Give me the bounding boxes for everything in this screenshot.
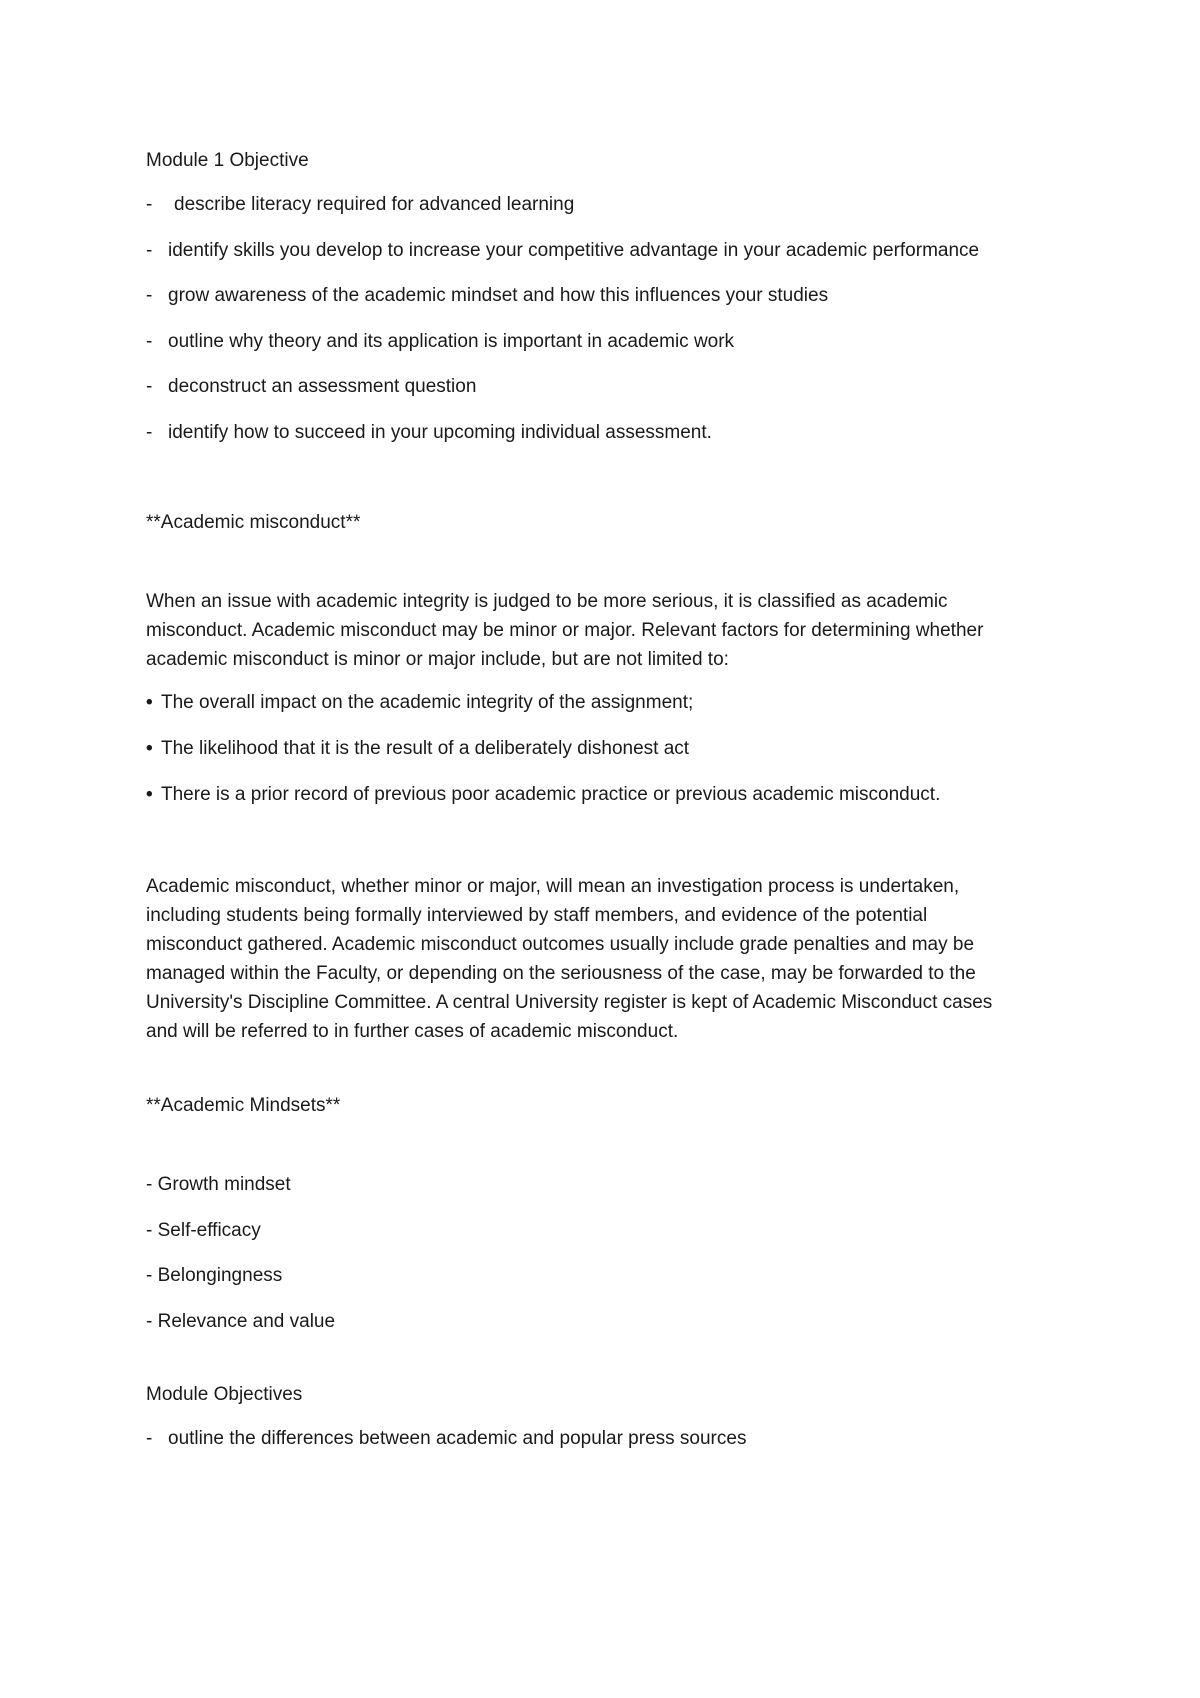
- dash-marker: -: [146, 194, 153, 215]
- list-item: [146, 281, 1076, 310]
- mindsets-heading: **Academic Mindsets**: [146, 1095, 341, 1116]
- bullet-item: [146, 688, 1076, 717]
- paragraph-line: misconduct. Academic misconduct may be minor or major. Relevant factors for determining whether: [146, 620, 984, 641]
- spacer: [146, 537, 1076, 587]
- module1-item-text: outline why theory and its application is important in academic work: [168, 330, 735, 352]
- module-objectives-item-text: outline the differences between academic and popular press sources: [168, 1428, 747, 1449]
- dash-marker: -: [146, 376, 153, 397]
- spacer: [146, 826, 1076, 872]
- bullet-marker: •: [146, 692, 153, 713]
- bullet-marker: •: [146, 738, 153, 759]
- spacer: [146, 1120, 1076, 1170]
- dash-marker: -: [146, 330, 153, 352]
- bullet-item: [146, 734, 1076, 763]
- mindset-item: - Growth mindset: [146, 1174, 291, 1195]
- mindset-item: - Relevance and value: [146, 1310, 336, 1332]
- document-content: [146, 146, 1076, 1470]
- list-item: [146, 190, 1076, 219]
- module1-item-text: deconstruct an assessment question: [168, 376, 477, 397]
- misconduct-heading: **Academic misconduct**: [146, 512, 361, 533]
- mindset-item: - Self-efficacy: [146, 1219, 261, 1241]
- module1-title: Module 1 Objective: [146, 150, 309, 171]
- paragraph-line: misconduct gathered. Academic misconduct outcomes usually include grade penalties and may be: [146, 934, 975, 955]
- module1-item-text: describe literacy required for advanced learning: [174, 194, 575, 215]
- dash-marker: -: [146, 1428, 153, 1449]
- mindset-item: - Belongingness: [146, 1265, 283, 1286]
- spacer: [146, 1046, 1076, 1091]
- misconduct-intro-paragraph: [146, 587, 1076, 674]
- dash-marker: -: [146, 285, 153, 306]
- paragraph-line: including students being formally interviewed by staff members, and evidence of the potential: [146, 905, 928, 926]
- paragraph-line: University's Discipline Committee. A central University register is kept of Academic Misconduct cases: [146, 992, 993, 1013]
- paragraph-line: managed within the Faculty, or depending on the seriousness of the case, may be forwarded to the: [146, 963, 976, 984]
- list-item: [146, 1424, 1076, 1453]
- bullet-text: There is a prior record of previous poor academic practice or previous academic misconduct.: [161, 784, 941, 805]
- bullet-text: The likelihood that it is the result of a deliberately dishonest act: [161, 738, 690, 759]
- dash-marker: -: [146, 421, 153, 443]
- bullet-item: [146, 780, 1076, 809]
- list-item: [146, 372, 1076, 401]
- bullet-text: The overall impact on the academic integrity of the assignment;: [161, 692, 694, 713]
- misconduct-outcome-paragraph: [146, 872, 1076, 1046]
- module1-item-text: grow awareness of the academic mindset and how this influences your studies: [168, 285, 829, 306]
- spacer: [146, 1352, 1076, 1380]
- module1-item-text: identify how to succeed in your upcoming individual assessment.: [168, 421, 712, 443]
- list-item: [146, 327, 1076, 356]
- list-item: [146, 418, 1076, 447]
- spacer: [146, 463, 1076, 508]
- list-item: [146, 236, 1076, 265]
- dash-marker: -: [146, 239, 153, 261]
- paragraph-line: and will be referred to in further cases of academic misconduct.: [146, 1021, 679, 1042]
- module-objectives-title: Module Objectives: [146, 1384, 303, 1405]
- paragraph-line: When an issue with academic integrity is judged to be more serious, it is classified as academic: [146, 591, 948, 612]
- module1-item-text: identify skills you develop to increase your competitive advantage in your academic performance: [168, 239, 980, 261]
- bullet-marker: •: [146, 784, 153, 805]
- paragraph-line: Academic misconduct, whether minor or major, will mean an investigation process is undertaken,: [146, 876, 960, 897]
- paragraph-line: academic misconduct is minor or major include, but are not limited to:: [146, 649, 729, 670]
